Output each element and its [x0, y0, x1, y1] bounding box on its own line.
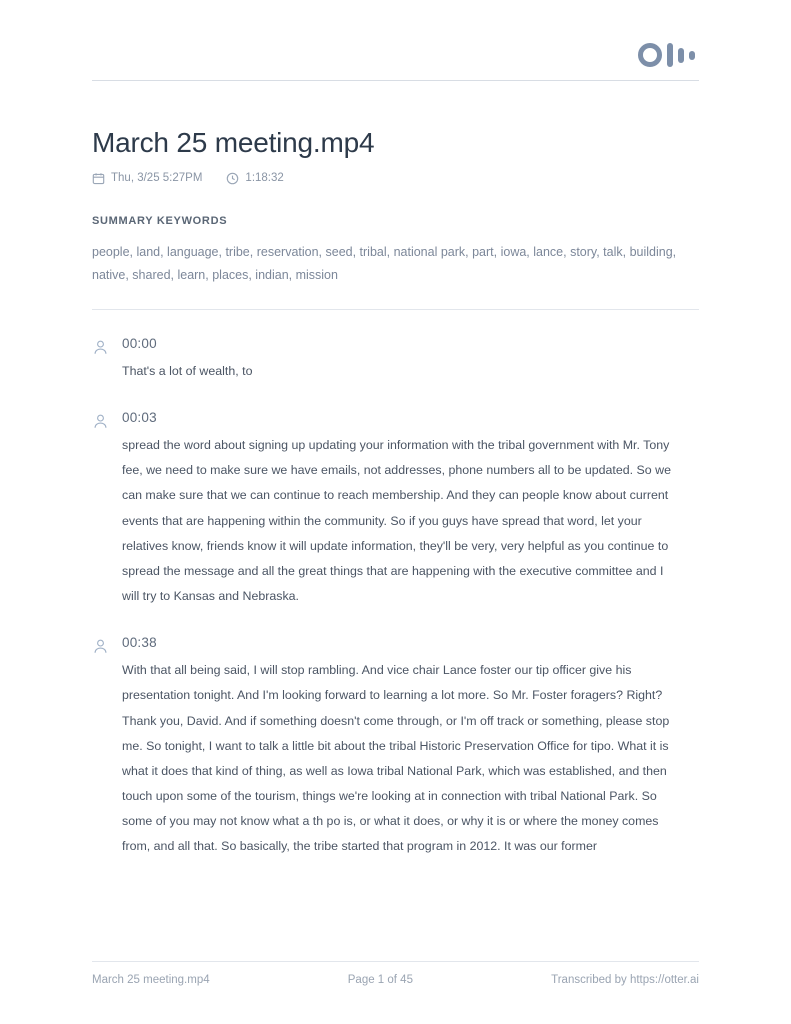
otter-logo — [624, 43, 699, 67]
segment-timestamp[interactable]: 00:38 — [122, 635, 157, 651]
transcript-list — [92, 336, 699, 860]
page-footer — [92, 961, 699, 986]
document-meta — [92, 172, 699, 185]
clock-icon — [226, 172, 239, 185]
segment-timestamp[interactable]: 00:03 — [122, 410, 157, 426]
meta-date-label: Thu, 3/25 5:27PM — [111, 172, 203, 185]
segment-text: With that all being said, I will stop rambling. And vice chair Lance foster our tip officer give his presentation tonight. And I'm looking forward to learning a lot more. So Mr. Foster foragers? Right? Thank you, David. And if something doesn't come through, or I'm off track or something, please stop me. So tonight, I want to talk a little bit about the tribal Historic Preservation Office for tipo. What it is what it does that kind of thing, as well as Iowa tribal National Park, which was established, and then touch upon some of the tourism, things we're looking at in connection with tribal National Park. So some of you may not know what a th po is, or what it does, or why it is or where the money comes from, and all that. So basically, the tribe started that program in 2012. It was our former — [122, 663, 670, 854]
document-header — [92, 0, 699, 106]
meta-duration-label: 1:18:32 — [245, 172, 284, 185]
summary-keywords-list: people, land, language, tribe, reservation, seed, tribal, national park, part, iowa, lance, story, talk, building, native, shared, learn, places, indian, mission — [92, 244, 677, 282]
logo-bar-mid-icon — [678, 48, 684, 63]
transcript-segment — [92, 410, 699, 609]
footer-filename: March 25 meeting.mp4 — [92, 974, 210, 986]
footer-page-number: Page 1 of 45 — [347, 974, 413, 986]
logo-ring-icon — [638, 43, 662, 67]
transcript-segment — [92, 336, 699, 384]
speaker-avatar-icon — [92, 635, 122, 859]
speaker-avatar-icon — [92, 336, 122, 384]
logo-bar-tall-icon — [667, 43, 673, 67]
segment-timestamp[interactable]: 00:00 — [122, 335, 157, 351]
header-divider — [92, 80, 699, 81]
transcript-segment — [92, 635, 699, 859]
footer-attribution: Transcribed by https://otter.ai — [551, 974, 699, 986]
segment-text: That's a lot of wealth, to — [122, 363, 253, 378]
speaker-avatar-icon — [92, 410, 122, 609]
calendar-icon — [92, 172, 105, 185]
meta-duration — [226, 172, 283, 185]
logo-bar-short-icon — [689, 51, 695, 60]
meta-date — [92, 172, 202, 185]
keywords-divider — [92, 309, 699, 310]
segment-text: spread the word about signing up updating your information with the tribal government with Mr. Tony fee, we need to make sure we have emails, not addresses, phone numbers all to be updated. So we can make sure that we can continue to reach membership. And they can people know about current events that are happening within the community. So if you guys have spread that word, let your relatives know, friends know it will update information, they'll be very, very helpful as you continue to spread the message and all the great things that are happening with the executive committee and I will try to Kansas and Nebraska. — [122, 438, 671, 604]
summary-keywords-label: SUMMARY KEYWORDS — [92, 214, 228, 227]
page-title: March 25 meeting.mp4 — [92, 127, 375, 158]
